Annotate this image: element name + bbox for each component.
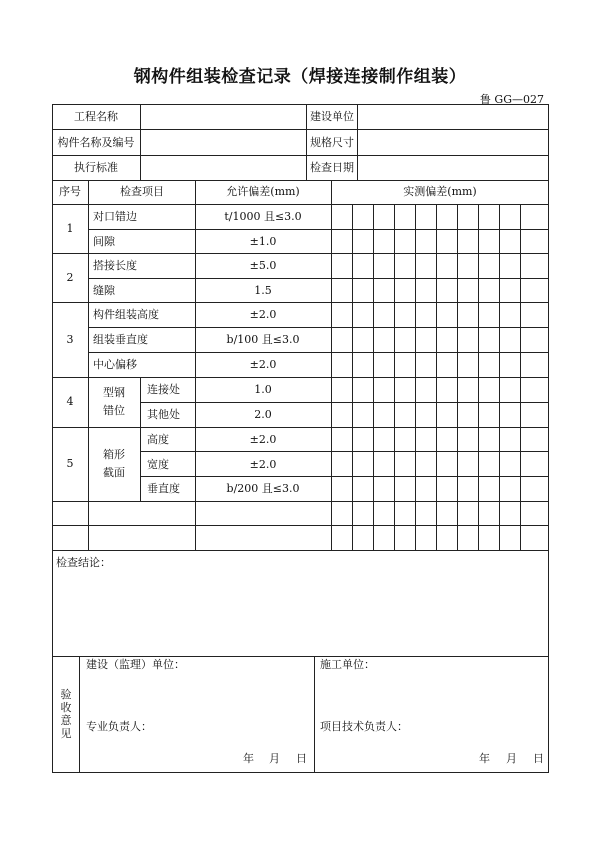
conclusion-label: 检查结论： — [56, 556, 111, 569]
page-title: 钢构件组装检查记录（焊接连接制作组装） — [133, 67, 467, 87]
allowed-value: ±1.0 — [249, 235, 277, 248]
left-unit-label: 建设（监理）单位： — [86, 658, 185, 671]
check-date-label: 检查日期 — [310, 161, 354, 174]
allowed-value: 2.0 — [254, 408, 272, 421]
right-unit-label: 施工单位： — [320, 658, 375, 671]
allowed-value: b/200 且≤3.0 — [226, 482, 300, 495]
group-no: 4 — [66, 395, 74, 408]
allowed-value: 1.0 — [254, 383, 272, 396]
right-date-day: 日 — [533, 752, 544, 765]
item-label: 对口错边 — [93, 210, 137, 223]
allowed-value: b/100 且≤3.0 — [226, 333, 300, 346]
item-label: 缝隙 — [93, 284, 115, 297]
item-label: 高度 — [147, 433, 169, 446]
allowed-value: t/1000 且≤3.0 — [224, 210, 302, 223]
project-name-label: 工程名称 — [74, 110, 118, 123]
component-label: 构件名称及编号 — [57, 136, 135, 149]
form-code: 鲁 GG—027 — [479, 93, 544, 106]
left-date-month: 月 — [269, 752, 280, 765]
item-label: 宽度 — [147, 458, 169, 471]
item-label: 垂直度 — [147, 482, 180, 495]
group-label-box-section: 箱形 截面 — [103, 448, 125, 479]
standard-label: 执行标准 — [74, 161, 118, 174]
col-allowed: 允许偏差(mm) — [226, 185, 300, 198]
spec-label: 规格尺寸 — [310, 136, 354, 149]
item-label: 中心偏移 — [93, 358, 137, 371]
item-label: 连接处 — [147, 383, 180, 396]
allowed-value: 1.5 — [254, 284, 272, 297]
item-label: 搭接长度 — [93, 259, 137, 272]
acceptance-label: 验 收 意 见 — [60, 688, 72, 740]
left-date-year: 年 — [243, 752, 254, 765]
item-label: 间隙 — [93, 235, 115, 248]
item-label: 组装垂直度 — [93, 333, 148, 346]
allowed-value: ±2.0 — [249, 358, 277, 371]
col-item: 检查项目 — [120, 185, 164, 198]
right-date-month: 月 — [506, 752, 517, 765]
col-seq: 序号 — [59, 185, 81, 198]
inspection-form — [52, 104, 549, 773]
left-person-label: 专业负责人： — [86, 720, 152, 733]
group-label-steel-offset: 型钢 错位 — [103, 386, 125, 417]
col-measured: 实测偏差(mm) — [403, 185, 477, 198]
allowed-value: ±2.0 — [249, 308, 277, 321]
item-label: 其他处 — [147, 408, 180, 421]
form-grid-lines — [52, 104, 549, 773]
group-no: 5 — [66, 457, 74, 470]
item-label: 构件组装高度 — [93, 308, 159, 321]
group-no: 3 — [66, 333, 74, 346]
build-unit-label: 建设单位 — [310, 110, 354, 123]
group-no: 2 — [66, 271, 74, 284]
allowed-value: ±2.0 — [249, 458, 277, 471]
group-no: 1 — [66, 222, 74, 235]
right-date-year: 年 — [479, 752, 490, 765]
allowed-value: ±5.0 — [249, 259, 277, 272]
allowed-value: ±2.0 — [249, 433, 277, 446]
right-person-label: 项目技术负责人： — [320, 720, 408, 733]
left-date-day: 日 — [296, 752, 307, 765]
